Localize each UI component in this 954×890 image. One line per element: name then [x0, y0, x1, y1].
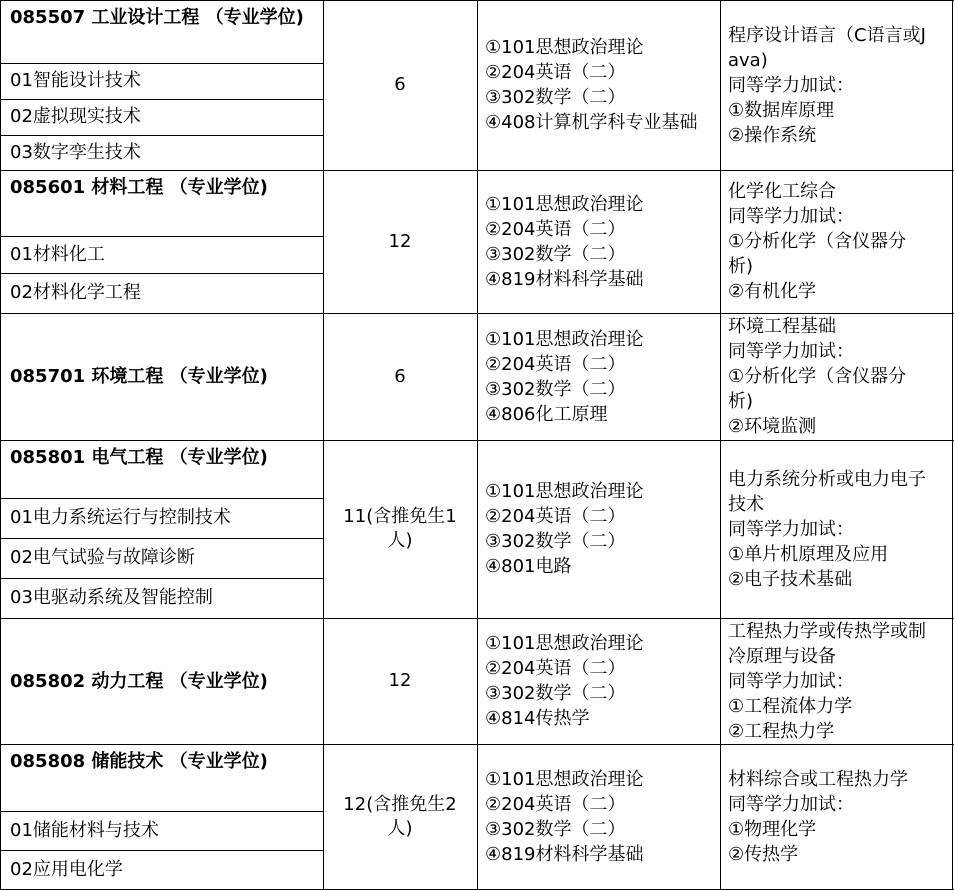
row-divider — [0, 498, 323, 499]
enrollment-quota: 11(含推免生1人) — [343, 506, 457, 551]
retest-subjects — [720, 0, 953, 170]
research-direction: 03数字孪生技术 — [10, 141, 141, 163]
exam-subject: ③302数学（二） — [485, 531, 626, 552]
exam-subjects — [477, 618, 720, 744]
exam-subject: ①101思想政治理论 — [485, 328, 644, 350]
row-divider — [0, 135, 323, 136]
retest-subject: 同等学力加试： — [728, 74, 854, 96]
retest-subject: ①数据库原理 — [728, 99, 835, 121]
retest-subject: ava) — [728, 49, 768, 71]
exam-subject: ②204英语（二） — [485, 62, 626, 83]
retest-subject: 环境工程基础 — [728, 316, 836, 337]
exam-subjects — [477, 313, 720, 440]
major-name: 085801 电气工程 （专业学位) — [10, 447, 268, 468]
research-direction: 02电气试验与故障诊断 — [10, 547, 195, 568]
retest-subject: 化学化工综合 — [728, 181, 836, 202]
exam-subject: ③302数学（二） — [485, 243, 626, 265]
retest-subject: 技术 — [728, 493, 764, 515]
major-name: 085701 环境工程 （专业学位) — [10, 366, 268, 387]
exam-subject: ③302数学（二） — [485, 378, 626, 400]
exam-subject: ③302数学（二） — [485, 87, 626, 108]
retest-subjects — [720, 440, 953, 618]
retest-subject: 程序设计语言（C语言或J — [728, 24, 926, 46]
column-divider — [952, 0, 953, 890]
retest-subject: 电力系统分析或电力电子 — [728, 468, 926, 490]
exam-subject: ①101思想政治理论 — [485, 768, 644, 790]
retest-subject: 析) — [728, 391, 754, 412]
exam-subject: ④806化工原理 — [485, 403, 608, 425]
retest-subject: 材料综合或工程热力学 — [728, 768, 908, 790]
enrollment-quota: 12 — [388, 230, 412, 252]
exam-subject: ③302数学（二） — [485, 818, 626, 840]
retest-subjects — [720, 744, 953, 889]
retest-subject: ①单片机原理及应用 — [728, 543, 889, 565]
major-name: 085802 动力工程 （专业学位) — [10, 670, 268, 692]
exam-subject: ②204英语（二） — [485, 506, 626, 527]
exam-subjects — [477, 170, 720, 313]
retest-subject: 同等学力加试： — [728, 206, 854, 227]
enrollment-quota: 12(含推免生2人) — [343, 793, 457, 839]
retest-subject: ①分析化学（含仪器分 — [728, 366, 907, 387]
retest-subject: ②电子技术基础 — [728, 568, 853, 590]
retest-subject: ①物理化学 — [728, 818, 817, 840]
research-direction: 01储能材料与技术 — [10, 819, 159, 841]
retest-subject: ②有机化学 — [728, 281, 817, 302]
row-divider — [0, 578, 323, 579]
row-divider — [0, 811, 323, 812]
row-divider — [0, 273, 323, 274]
retest-subjects — [720, 170, 953, 313]
retest-subject: 同等学力加试： — [728, 793, 854, 815]
retest-subject: ②操作系统 — [728, 124, 817, 146]
retest-subject: 冷原理与设备 — [728, 645, 836, 667]
retest-subject: 工程热力学或传热学或制 — [728, 620, 926, 642]
exam-subject: ④801电路 — [485, 556, 572, 577]
retest-subject: 同等学力加试： — [728, 670, 854, 692]
row-divider — [0, 236, 323, 237]
column-divider — [477, 0, 478, 890]
retest-subject: 同等学力加试： — [728, 341, 854, 362]
research-direction: 01智能设计技术 — [10, 70, 141, 91]
retest-subject: ①工程流体力学 — [728, 695, 853, 717]
exam-subject: ②204英语（二） — [485, 658, 626, 679]
exam-subject: ①101思想政治理论 — [485, 193, 644, 215]
retest-subject: ②传热学 — [728, 843, 799, 865]
research-direction: 01材料化工 — [10, 243, 105, 265]
column-divider — [0, 0, 1, 890]
enrollment-quota: 6 — [394, 74, 406, 95]
research-direction: 02材料化学工程 — [10, 282, 141, 303]
column-divider — [323, 0, 324, 890]
exam-subject: ④814传热学 — [485, 708, 590, 729]
major-name: 085601 材料工程 （专业学位) — [10, 177, 268, 198]
retest-subjects — [720, 618, 953, 744]
exam-subject: ④819材料科学基础 — [485, 843, 644, 865]
exam-subject: ②204英语（二） — [485, 793, 626, 815]
research-direction: 02应用电化学 — [10, 858, 123, 880]
enrollment-quota: 12 — [388, 670, 412, 691]
exam-subject: ①101思想政治理论 — [485, 37, 644, 58]
major-name: 085507 工业设计工程 （专业学位) — [10, 7, 304, 28]
row-divider — [0, 538, 323, 539]
exam-subject: ④408计算机学科专业基础 — [485, 112, 698, 133]
exam-subject: ②204英语（二） — [485, 353, 626, 375]
exam-subjects — [477, 0, 720, 170]
exam-subject: ①101思想政治理论 — [485, 633, 644, 654]
retest-subject: 同等学力加试： — [728, 518, 854, 540]
retest-subject: ②工程热力学 — [728, 720, 835, 742]
column-divider — [720, 0, 721, 890]
enrollment-quota: 6 — [394, 365, 406, 387]
retest-subjects — [720, 313, 953, 440]
retest-subject: 析) — [728, 256, 754, 277]
exam-subject: ④819材料科学基础 — [485, 268, 644, 290]
exam-subject: ②204英语（二） — [485, 218, 626, 240]
exam-subjects — [477, 744, 720, 889]
row-divider — [0, 99, 323, 100]
research-direction: 02虚拟现实技术 — [10, 106, 141, 127]
exam-subject: ①101思想政治理论 — [485, 481, 644, 502]
exam-subject: ③302数学（二） — [485, 683, 626, 704]
row-divider — [0, 850, 323, 851]
retest-subject: ②环境监测 — [728, 416, 817, 437]
research-direction: 01电力系统运行与控制技术 — [10, 507, 231, 528]
exam-subjects — [477, 440, 720, 618]
major-name: 085808 储能技术 （专业学位) — [10, 751, 268, 772]
retest-subject: ①分析化学（含仪器分 — [728, 231, 907, 252]
row-divider — [0, 63, 323, 64]
research-direction: 03电驱动系统及智能控制 — [10, 587, 213, 608]
